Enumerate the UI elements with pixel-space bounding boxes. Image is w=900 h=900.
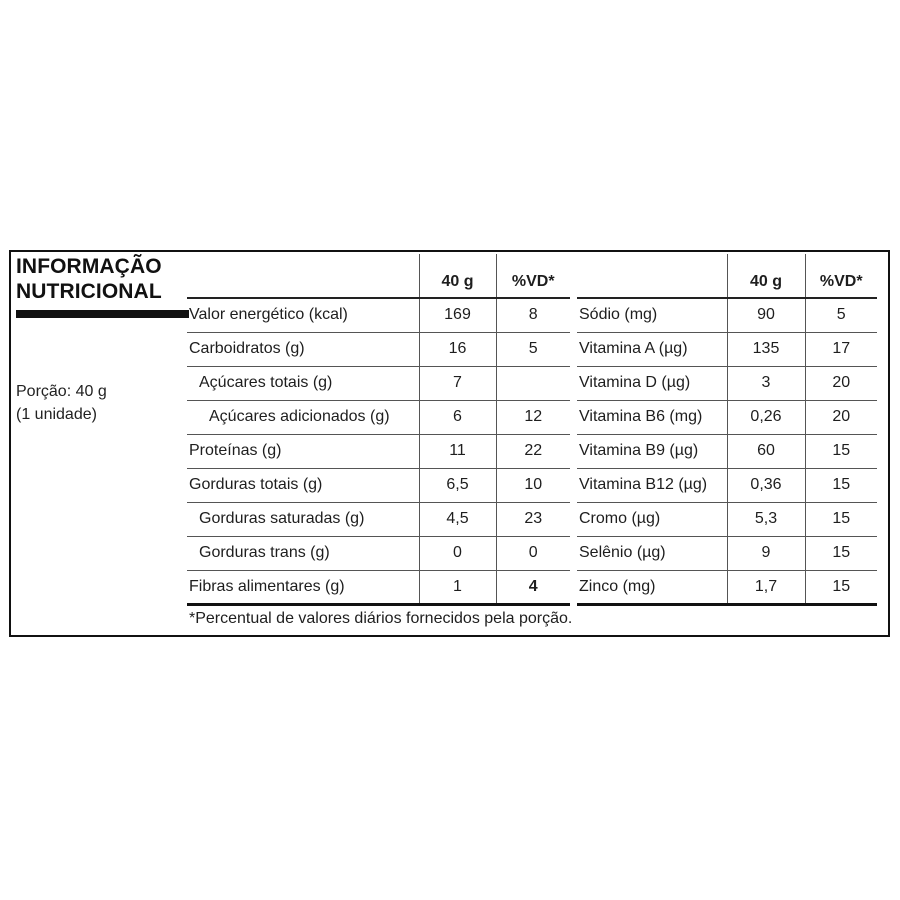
nutrient-daily-value: 10 <box>496 468 570 502</box>
table-row <box>187 570 570 604</box>
portion-size: Porção: 40 g <box>16 383 107 400</box>
table-header-row <box>187 254 570 298</box>
nutrient-name: Carboidratos (g) <box>187 332 419 366</box>
nutrition-facts-panel <box>9 250 890 637</box>
table-row <box>577 332 877 366</box>
header-blank <box>577 254 727 298</box>
table-row <box>577 400 877 434</box>
nutrient-amount: 6 <box>419 400 496 434</box>
nutrient-amount: 4,5 <box>419 502 496 536</box>
table-row <box>187 400 570 434</box>
nutrient-amount: 9 <box>727 536 805 570</box>
nutrient-amount: 169 <box>419 298 496 332</box>
nutrient-amount: 1,7 <box>727 570 805 604</box>
nutrient-name: Açúcares adicionados (g) <box>187 400 419 434</box>
nutrient-daily-value: 15 <box>805 536 877 570</box>
nutrient-daily-value: 17 <box>805 332 877 366</box>
nutrient-amount: 0,26 <box>727 400 805 434</box>
nutrient-name: Proteínas (g) <box>187 434 419 468</box>
nutrient-name: Vitamina A (µg) <box>577 332 727 366</box>
table-header-row <box>577 254 877 298</box>
nutrient-daily-value: 15 <box>805 468 877 502</box>
nutrient-daily-value: 15 <box>805 434 877 468</box>
nutrient-daily-value: 23 <box>496 502 570 536</box>
nutrient-name: Vitamina D (µg) <box>577 366 727 400</box>
nutrient-name: Vitamina B9 (µg) <box>577 434 727 468</box>
table-row <box>187 298 570 332</box>
nutrient-name: Fibras alimentares (g) <box>187 570 419 604</box>
nutrient-daily-value: 15 <box>805 502 877 536</box>
nutrient-daily-value: 22 <box>496 434 570 468</box>
nutrient-daily-value: 20 <box>805 400 877 434</box>
nutrient-name: Vitamina B6 (mg) <box>577 400 727 434</box>
table-row <box>577 298 877 332</box>
portion-unit: (1 unidade) <box>16 406 97 423</box>
nutrient-name: Gorduras trans (g) <box>187 536 419 570</box>
nutrient-amount: 16 <box>419 332 496 366</box>
table-row <box>187 536 570 570</box>
table-row <box>577 434 877 468</box>
header-daily-value: %VD* <box>805 254 877 298</box>
table-row <box>187 332 570 366</box>
macronutrients-table <box>187 254 570 606</box>
nutrient-amount: 5,3 <box>727 502 805 536</box>
header-amount: 40 g <box>727 254 805 298</box>
nutrient-amount: 90 <box>727 298 805 332</box>
nutrient-name: Zinco (mg) <box>577 570 727 604</box>
table-row <box>577 502 877 536</box>
portion-info <box>16 380 107 426</box>
table-row <box>577 468 877 502</box>
table-row <box>187 468 570 502</box>
nutrient-daily-value: 5 <box>496 332 570 366</box>
nutrient-name: Valor energético (kcal) <box>187 298 419 332</box>
nutrient-name: Gorduras totais (g) <box>187 468 419 502</box>
nutrient-daily-value: 15 <box>805 570 877 604</box>
nutrient-amount: 6,5 <box>419 468 496 502</box>
table-row <box>577 536 877 570</box>
nutrient-amount: 1 <box>419 570 496 604</box>
nutrient-daily-value: 0 <box>496 536 570 570</box>
nutrient-amount: 11 <box>419 434 496 468</box>
table-row <box>577 366 877 400</box>
nutrient-daily-value <box>496 366 570 400</box>
nutrient-amount: 60 <box>727 434 805 468</box>
title-line-2: NUTRICIONAL <box>16 280 162 303</box>
nutrient-daily-value: 8 <box>496 298 570 332</box>
nutrient-amount: 3 <box>727 366 805 400</box>
panel-title <box>16 254 162 304</box>
title-underline-bar <box>16 310 189 318</box>
table-row <box>187 502 570 536</box>
nutrient-name: Sódio (mg) <box>577 298 727 332</box>
nutrient-amount: 135 <box>727 332 805 366</box>
footnote: *Percentual de valores diários fornecidos pela porção. <box>189 610 573 627</box>
header-amount: 40 g <box>419 254 496 298</box>
title-line-1: INFORMAÇÃO <box>16 255 162 278</box>
header-daily-value: %VD* <box>496 254 570 298</box>
table-row <box>187 434 570 468</box>
table-row <box>577 570 877 604</box>
nutrient-name: Selênio (µg) <box>577 536 727 570</box>
nutrient-amount: 7 <box>419 366 496 400</box>
table-row <box>187 366 570 400</box>
nutrient-daily-value: 5 <box>805 298 877 332</box>
nutrient-daily-value: 20 <box>805 366 877 400</box>
nutrient-name: Cromo (µg) <box>577 502 727 536</box>
header-blank <box>187 254 419 298</box>
nutrient-daily-value: 4 <box>496 570 570 604</box>
nutrient-name: Gorduras saturadas (g) <box>187 502 419 536</box>
nutrient-amount: 0,36 <box>727 468 805 502</box>
nutrient-daily-value: 12 <box>496 400 570 434</box>
nutrient-name: Vitamina B12 (µg) <box>577 468 727 502</box>
micronutrients-table <box>577 254 877 606</box>
nutrient-name: Açúcares totais (g) <box>187 366 419 400</box>
nutrient-amount: 0 <box>419 536 496 570</box>
